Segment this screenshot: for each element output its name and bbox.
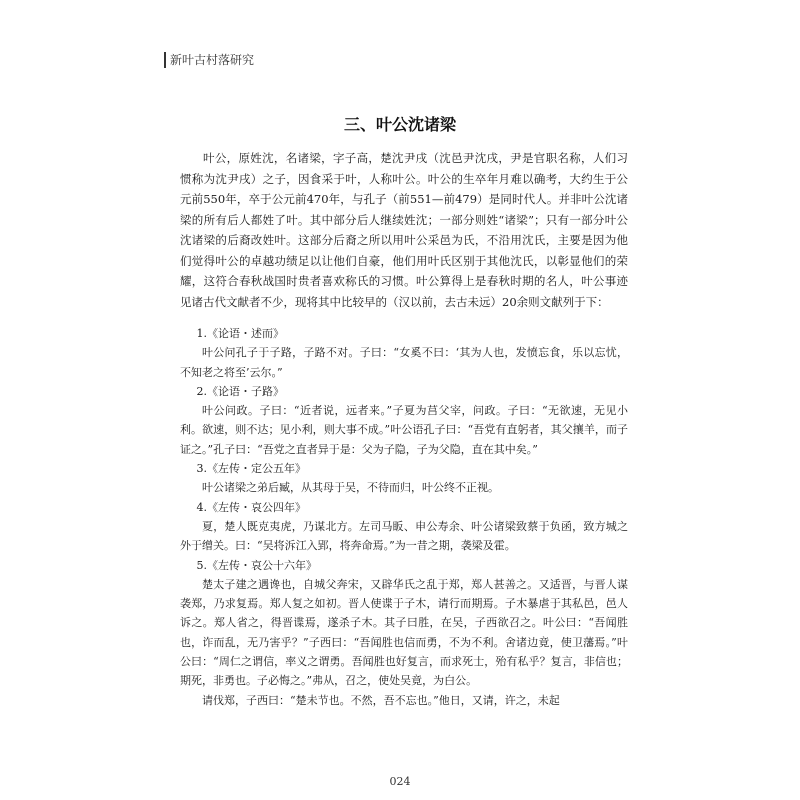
source-text: 叶公问政。子曰：“近者说，远者来。”子夏为莒父宰，问政。子曰：“无欲速，无见小利。欲速，则不达；见小利，则大事不成。”叶公语孔子曰：“吾党有直躬者，其父攘羊，而子证之。”孔子曰：“吾党之直者异于是：父为子隐，子为父隐，直在其中矣。” <box>180 404 628 456</box>
source-title: 3.《左传・定公五年》 <box>196 462 306 476</box>
source-text: 请伐郑，子西曰：“楚未节也。不然，吾不忘也。”他日，又请，许之，未起 <box>202 693 560 707</box>
source-entry <box>180 324 628 382</box>
source-text: 夏，楚人既克夷虎，乃谋北方。左司马眅、申公寿余、叶公诸梁致蔡于负函，致方城之外于缯关。曰：“吴将泝江入郢，将奔命焉。”为一昔之期，袭梁及霍。 <box>180 519 628 553</box>
running-header: 新叶古村落研究 <box>164 52 254 68</box>
source-entry <box>180 498 628 556</box>
source-list <box>180 324 628 710</box>
intro-paragraph: 叶公，原姓沈，名诸梁，字子高，楚沈尹戌（沈邑尹沈戌，尹是官职名称，人们习惯称为沈尹戌）之子，因食采于叶，人称叶公。叶公的生卒年月难以确考，大约生于公元前550年，卒于公元前470年，与孔子（前551—前479）是同时代人。并非叶公沈诸梁的所有后人都姓了叶。其中部分后人继续姓沈；一部分则姓“诸梁”；只有一部分叶公沈诸梁的后裔改姓叶。这部分后裔之所以用叶公采邑为氏，不沿用沈氏，主要是因为他们觉得叶公的卓越功绩足以让他们自豪，他们用叶氏区别于其他沈氏，以彰显他们的荣耀，这符合春秋战国时贵者喜欢称氏的习惯。叶公算得上是春秋时期的名人，叶公事迹见诸古代文献者不少，现将其中比较早的（汉以前，去古未远）20余则文献列于下： <box>180 151 628 309</box>
source-entry <box>180 556 628 710</box>
section-title: 三、叶公沈诸梁 <box>343 115 456 134</box>
source-text: 叶公诸梁之弟后臧，从其母于吴，不待而归，叶公终不正视。 <box>202 481 499 495</box>
page-number: 024 <box>389 775 411 788</box>
source-title: 1.《论语・述而》 <box>196 327 284 340</box>
page-body <box>180 148 628 710</box>
source-title: 4.《左传・哀公四年》 <box>196 500 306 514</box>
source-text: 叶公问孔子于子路，子路不对。子曰：“女奚不曰：‘其为人也，发愤忘食，乐以忘忧，不知老之将至’云尔。” <box>180 346 628 379</box>
source-title: 2.《论语・子路》 <box>196 384 284 398</box>
source-entry <box>180 382 628 459</box>
intro-section <box>180 148 628 312</box>
source-entry <box>180 459 628 498</box>
source-title: 5.《左传・哀公十六年》 <box>196 558 317 572</box>
source-text: 楚太子建之遇谗也，自城父奔宋，又辟华氏之乱于郑，郑人甚善之。又适晋，与晋人谋袭郑，乃求复焉。郑人复之如初。晋人使谍于子木，请行而期焉。子木暴虐于其私邑，邑人诉之。郑人省之，得晋谍焉，遂杀子木。其子曰胜，在吴，子西欲召之。叶公曰：“吾闻胜也，诈而乱，无乃害乎？”子西曰：“吾闻胜也信而勇，不为不利。舍诸边竟，使卫藩焉。”叶公曰：“周仁之谓信，率义之谓勇。吾闻胜也好复言，而求死士，殆有私乎？复言，非信也；期死，非勇也。子必悔之。”弗从，召之，使处吴竟，为白公。 <box>180 577 628 688</box>
